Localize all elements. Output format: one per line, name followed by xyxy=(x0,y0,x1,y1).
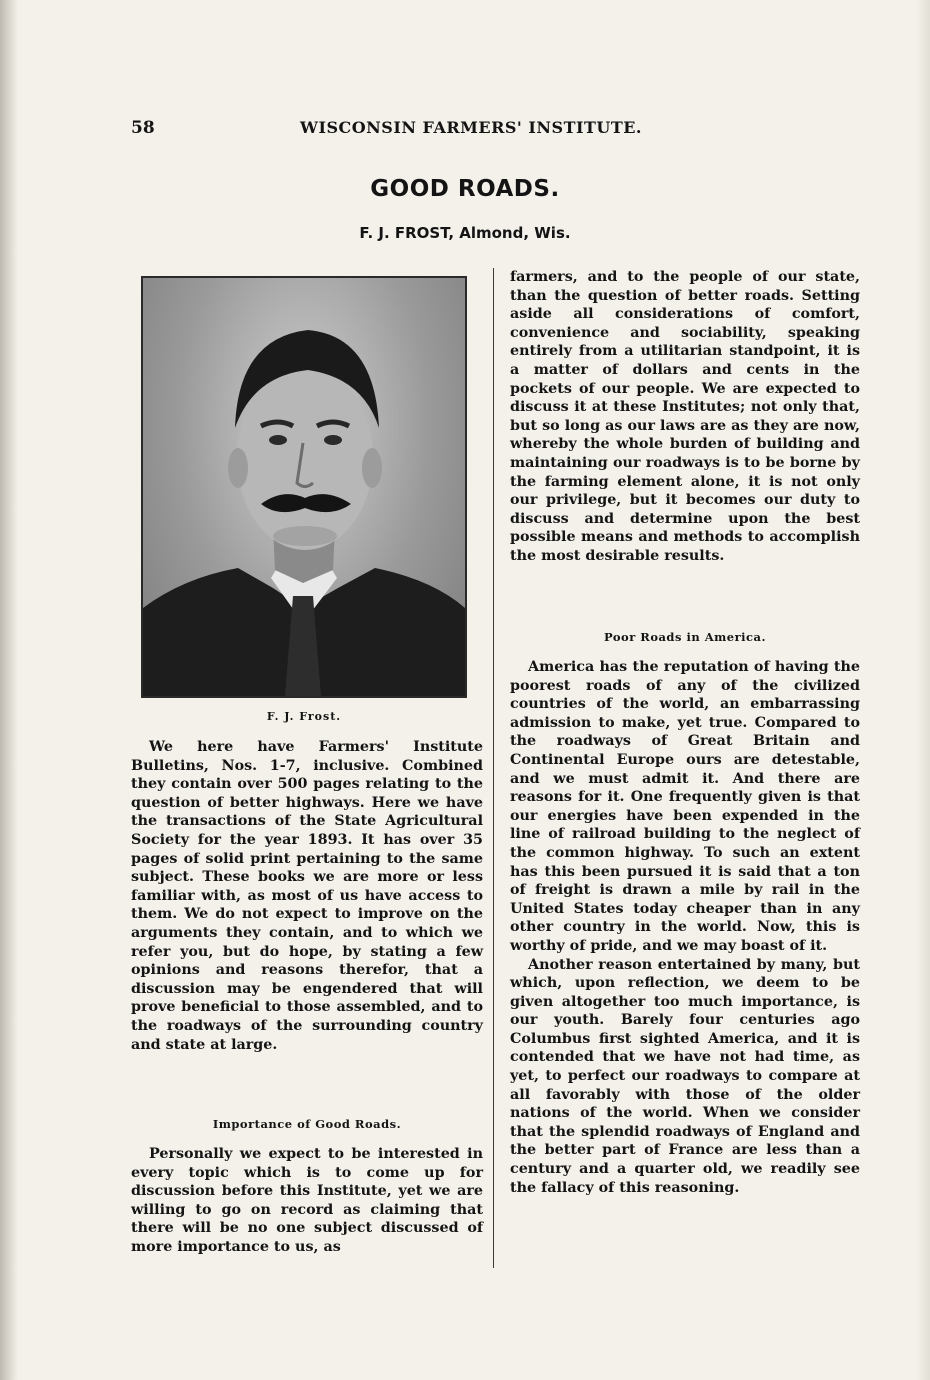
section-heading-importance: Importance of Good Roads. xyxy=(212,1117,402,1131)
article-byline: F. J. FROST, Almond, Wis. xyxy=(359,224,571,242)
section1-paragraph-start xyxy=(131,1145,483,1257)
article-title: GOOD ROADS. xyxy=(370,176,560,202)
column-divider xyxy=(493,268,494,1268)
page-edge-shadow xyxy=(916,0,930,1380)
section1-text-start: Personally we expect to be interested in every topic which is to come up for discussion before this Institute, yet we are willing to go on record as claiming that there will be no one subject discussed of more importance to us, as xyxy=(131,1146,483,1255)
intro-text: We here have Farmers' Institute Bulletins, Nos. 1-7, inclusive. Combined they contain over 500 pages relating to the question of better highways. Here we have the transactions of the State Agricultural Society for the year 1893. It has over 35 pages of solid print pertaining to the same subject. These books we are more or less familiar with, as most of us have access to them. We do not expect to improve on the arguments they contain, and to which we refer you, but do hope, by stating a few opinions and reasons therefor, that a discussion may be engendered that will prove beneficial to those assembled, and to the roadways of the surrounding country and state at large. xyxy=(131,739,483,1053)
section2-paragraph-1: America has the reputation of having the poorest roads of any of the civilized countries of the world, an embarrassing admission to make, yet true. Compared to the roadways of Great Britain and Continental Europe ours are detestable, and we must admit it. And there are reasons for it. One frequently given is that our energies have been expended in the line of railroad building to the neglect of the common highway. To such an extent has this been pursued it is said that a ton of freight is drawn a mile by rail in the United States today cheaper than in any other country in the world. Now, this is worthy of pride, and we may boast of it. xyxy=(510,659,860,954)
section2-body xyxy=(510,658,860,1197)
running-header: WISCONSIN FARMERS' INSTITUTE. xyxy=(300,118,642,137)
page-binding-shadow xyxy=(0,0,18,1380)
section1-paragraph-continued xyxy=(510,268,860,566)
section1-text-continued: farmers, and to the people of our state, than the question of better roads. Setting aside all considerations of comfort, convenience and sociability, speaking entirely from a utilitarian standpoint, it is a matter of dollars and cents in the pockets of our people. We are expected to discuss it at these Institutes; not only that, but so long as our laws are as they are now, whereby the whole burden of building and maintaining our roadways is to be borne by the farming element alone, it is not only our privilege, but it becomes our duty to discuss and determine upon the best possible means and methods to accomplish the most desirable results. xyxy=(510,269,860,564)
section-heading-poor-roads: Poor Roads in America. xyxy=(604,630,766,644)
author-portrait xyxy=(141,276,467,698)
section2-paragraph-2: Another reason entertained by many, but which, upon reflection, we deem to be given altogether too much importance, is our youth. Barely four centuries ago Columbus first sighted America, and it is contended that we have not had time, as yet, to perfect our roadways to compare at all favorably with those of the older nations of the world. When we consider that the splendid roadways of England and the better part of France are less than a century and a quarter old, we readily see the fallacy of this reasoning. xyxy=(510,956,860,1196)
photo-caption: F. J. Frost. xyxy=(266,710,342,723)
intro-paragraph xyxy=(131,738,483,1054)
page-number: 58 xyxy=(131,118,155,138)
